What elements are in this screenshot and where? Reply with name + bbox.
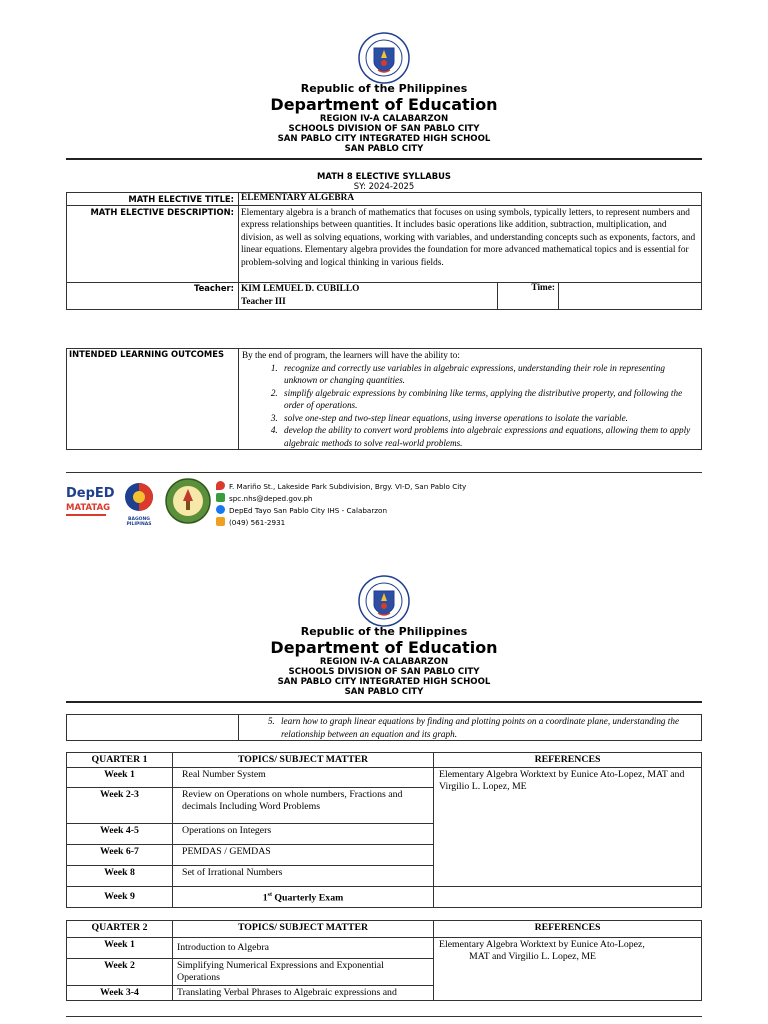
description-label: MATH ELECTIVE DESCRIPTION: [67,206,239,283]
teacher-position: Teacher III [241,296,286,307]
syllabus-title: MATH 8 ELECTIVE SYLLABUS [317,171,451,181]
republic-heading: Republic of the Philippines [300,82,468,95]
elective-title-value: ELEMENTARY ALGEBRA [239,193,702,206]
ilo-list [277,715,698,740]
footer-divider [66,472,702,473]
table-row [67,768,702,788]
ilo-item: 3. solve one-step and two-step linear equations, using inverse operations to isolate the variable. [280,412,698,425]
phone-icon [216,517,225,526]
exam-cell: 1st Quarterly Exam [173,887,434,908]
week-cell: Week 6-7 [67,845,173,866]
division-line: SCHOOLS DIVISION OF SAN PABLO CITY [288,667,480,677]
syllabus-heading [0,171,768,191]
facebook-icon [216,505,225,514]
week-cell: Week 2 [67,959,173,986]
week-cell: Week 1 [67,768,173,788]
time-label: Time: [498,283,559,310]
address-line: F. Mariño St., Lakeside Park Subdivision, Brgy. VI-D, San Pablo City [216,481,466,493]
week-cell: Week 8 [67,866,173,887]
phone-line: (049) 561-2931 [216,517,466,529]
region-line: REGION IV-A CALABARZON [319,657,449,667]
division-line: SCHOOLS DIVISION OF SAN PABLO CITY [288,124,480,134]
q2-reference-line2: MAT and Virgilio L. Lopez, ME [469,951,597,962]
school-logo-icon [165,477,211,525]
bagong-pilipinas-icon [124,482,154,512]
footer-divider [66,1016,702,1017]
email-icon [216,493,225,502]
email-line: spc.nhs@deped.gov.ph [216,493,466,505]
school-year: SY: 2024-2025 [353,181,415,191]
bagong-pilipinas-text: BAGONG PILIPINAS [126,517,152,527]
ilo-list [280,362,698,450]
q2-reference-cell [434,938,702,1001]
deped-logo-text: DepED [66,486,115,501]
school-contact [216,481,466,529]
topic-cell: Introduction to Algebra [173,938,434,959]
republic-heading: Republic of the Philippines [300,625,468,638]
topic-cell: Real Number System [173,768,434,788]
q1-header-references: REFERENCES [434,753,702,768]
department-heading: Department of Education [270,95,498,114]
week-cell: Week 1 [67,938,173,959]
q2-header-quarter: QUARTER 2 [67,921,173,938]
topic-cell: PEMDAS / GEMDAS [173,845,434,866]
week-cell: Week 4-5 [67,824,173,845]
page-header [0,83,768,154]
description-text: Elementary algebra is a branch of mathematics that focuses on using symbols, typically letters, to represent numbers and express relationships between quantities. It includes basic operations like addition, subtraction, multiplication, and division, as well as solving equations, working with variables, and understanding concepts such as exponents, factors, and linear equations. Elementary algebra provides the foundation for more advanced mathematical topics and is essential for problem-solving and logical thinking in various fields. [239,206,702,283]
topic-cell: Simplifying Numerical Expressions and Exponential Operations [173,959,434,986]
deped-logo [66,486,115,522]
topic-cell: Set of Irrational Numbers [173,866,434,887]
ilo-label: INTENDED LEARNING OUTCOMES [67,349,239,450]
ilo-item: 5. learn how to graph linear equations by finding and plotting points on a coordinate plane, understanding the relationship between an equation and its graph. [277,715,698,740]
ilo-item: 1. recognize and correctly use variables in algebraic expressions, understanding their role in representing unknown or changing quantities. [280,362,698,387]
q2-header-references: REFERENCES [434,921,702,938]
learning-outcomes-table [66,348,702,450]
table-row [67,887,702,908]
ilo-label-empty [67,715,239,741]
department-heading: Department of Education [270,638,498,657]
empty-cell [434,887,702,908]
ilo-item: 2. simplify algebraic expressions by combining like terms, applying the distributive property, and following the order of operations. [280,387,698,412]
teacher-label: Teacher: [67,283,239,310]
ilo-intro: By the end of program, the learners will have the ability to: [242,350,460,360]
table-row [67,938,702,959]
school-line: SAN PABLO CITY INTEGRATED HIGH SCHOOL [277,134,491,144]
quarter-2-table [66,920,702,1001]
topic-cell: Review on Operations on whole numbers, Fractions and decimals Including Word Problems [173,788,434,824]
teacher-name: KIM LEMUEL D. CUBILLO [241,284,360,294]
q1-header-topics: TOPICS/ SUBJECT MATTER [173,753,434,768]
bagong-pilipinas-logo [118,482,160,527]
ilo-item: 4. develop the ability to convert word problems into algebraic expressions and equations, allowing them to apply algebraic methods to solve real-world problems. [280,424,698,449]
page-header [0,626,768,697]
week-cell: Week 9 [67,887,173,908]
time-value [559,283,702,310]
week-cell: Week 3-4 [67,986,173,1001]
week-cell: Week 2-3 [67,788,173,824]
ilo-content [239,349,702,450]
deped-seal-icon [358,575,410,627]
syllabus-info-table [66,192,702,310]
topic-cell: Operations on Integers [173,824,434,845]
header-divider [66,158,702,160]
deped-seal-icon [358,32,410,84]
header-divider [66,701,702,703]
topic-cell: Translating Verbal Phrases to Algebraic expressions and [173,986,434,1001]
quarter-1-table [66,752,702,908]
matatag-text: MATATAG [66,503,111,513]
city-line: SAN PABLO CITY [344,687,424,697]
q2-header-topics: TOPICS/ SUBJECT MATTER [173,921,434,938]
elective-title-label: MATH ELECTIVE TITLE: [67,193,239,206]
learning-outcomes-continued [66,714,702,741]
location-pin-icon [216,481,225,490]
school-line: SAN PABLO CITY INTEGRATED HIGH SCHOOL [277,677,491,687]
q1-header-quarter: QUARTER 1 [67,753,173,768]
q1-reference-cell: Elementary Algebra Worktext by Eunice Ato-Lopez, MAT and Virgilio L. Lopez, ME [434,768,702,887]
region-line: REGION IV-A CALABARZON [319,114,449,124]
city-line: SAN PABLO CITY [344,144,424,154]
ilo-content [239,715,702,741]
teacher-cell [239,283,498,310]
q2-reference-line1: Elementary Algebra Worktext by Eunice Ato-Lopez, [439,939,645,950]
facebook-line: DepEd Tayo San Pablo City IHS - Calabarzon [216,505,466,517]
